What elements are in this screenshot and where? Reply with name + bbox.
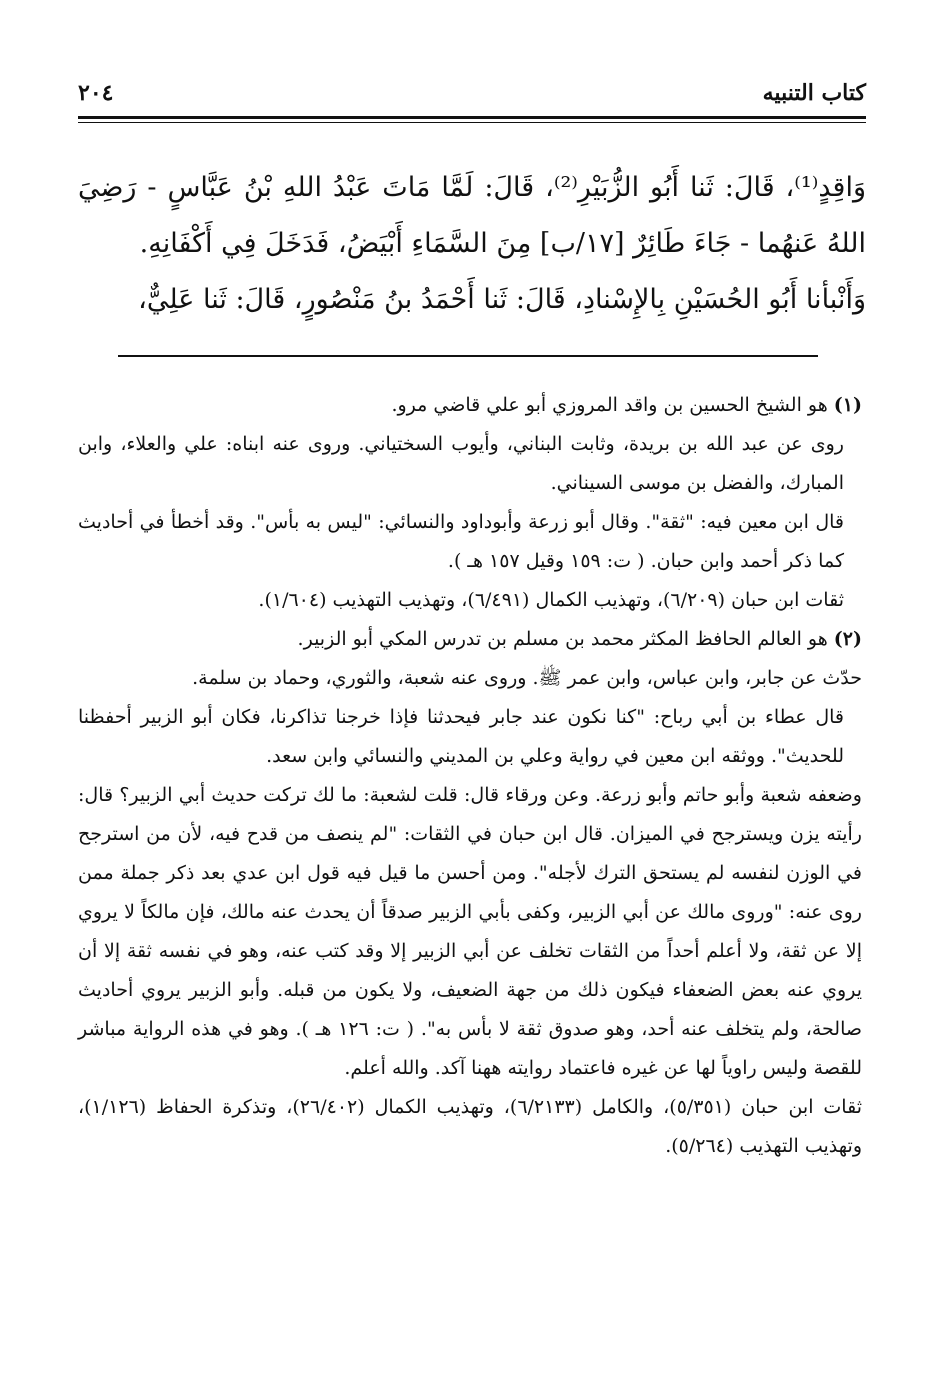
footnote-line: حدّث عن جابر، وابن عباس، وابن عمر ﷺ. وروى عنه شعبة، والثوري، وحماد بن سلمة. [192, 667, 862, 689]
footnote-line: ثقات ابن حبان (٦/٢٠٩)، وتهذيب الكمال (٦/٤٩١)، وتهذيب التهذيب (١/٦٠٤). [258, 589, 844, 611]
footnotes [78, 386, 862, 1166]
footnote-number: (٢) [833, 628, 862, 650]
footnote-line: ثقات ابن حبان (٥/٣٥١)، والكامل (٦/٢١٣٣)، وتهذيب الكمال (٢٦/٤٠٢)، وتذكرة الحفاظ (١/١٢٦)، وتهذيب التهذيب (٥/٢٦٤). [78, 1096, 862, 1157]
main-paragraph: وَاقِدٍ⁽¹⁾، قَالَ: ثَنا أَبُو الزُّبَيْرِ⁽²⁾، قَالَ: لَمَّا مَاتَ عَبْدُ اللهِ بْنُ عَبَّاسٍ - رَضِيَ اللهُ عَنهُما - جَاءَ طَائِرٌ [١٧/ب] مِنَ السَّمَاءِ أَبْيَضُ، فَدَخَلَ فِي أَكْفَانِهِ. [78, 172, 866, 259]
footnote-line: قال ابن معين فيه: "ثقة". وقال أبو زرعة وأبوداود والنسائي: "ليس به بأس". وقد أخطأ في أحاديث كما ذكر أحمد وابن حبان. ( ت: ١٥٩ وقيل ١٥٧ هـ ). [78, 511, 844, 572]
footnote-text: هو الشيخ الحسين بن واقد المروزي أبو علي قاضي مرو. [391, 394, 828, 416]
footnote-line: قال عطاء بن أبي رباح: "كنا نكون عند جابر فيحدثنا فإذا خرجنا تذاكرنا، فكان أبو الزبير أحفظنا للحديث". ووثقه ابن معين في رواية وعلي بن المديني والنسائي وابن سعد. [78, 706, 844, 767]
footnote-line: وضعفه شعبة وأبو حاتم وأبو زرعة. وعن ورقاء قال: قلت لشعبة: ما لك تركت حديث أبي الزبير؟ قال: رأيته يزن ويسترجح في الميزان. قال ابن حبان في الثقات: "لم ينصف من قدح فيه، لأن من استرجح في الوزن لنفسه لم يستحق الترك لأجله". ومن أحسن ما قيل فيه قول ابن عدي بعد ذكر جملة ممن روى عنه: "وروى مالك عن أبي الزبير، وكفى بأبي الزبير صدقاً أن يحدث عنه مالك، فإن مالكاً لا يروي إلا عن ثقة، ولا أعلم أحداً من الثقات تخلف عن أبي الزبير إلا وقد كتب عنه، وهو في نفسه ثقة إلا أن يروي عنه بعض الضعفاء فيكون ذلك من جهة الضعيف، ولا يكون من قبله. وأبو الزبير يروي أحاديث صالحة، ولم يتخلف عنه أحد، وهو صدوق ثقة لا بأس به". ( ت: ١٢٦ هـ ). وهو في هذه الرواية مباشر للقصة وليس راوياً لها عن غيره فاعتماد روايته ههنا آكد. والله أعلم. [78, 784, 862, 1079]
footnote-line: روى عن عبد الله بن بريدة، وثابت البناني، وأيوب السختياني. وروى عنه ابناه: علي والعلاء، وابن المبارك، والفضل بن موسى السيناني. [78, 433, 844, 494]
footnote-2-intro [78, 620, 862, 659]
running-title: كتاب التنبيه [762, 80, 866, 106]
footnote-number: (١) [833, 394, 862, 416]
page-number: ٢٠٤ [78, 80, 114, 106]
main-text [78, 160, 866, 328]
footnote-separator [118, 355, 818, 357]
page-header [78, 78, 866, 126]
header-rule-thin [78, 122, 866, 123]
footnote-text: هو العالم الحافظ المكثر محمد بن مسلم بن تدرس المكي أبو الزبير. [297, 628, 828, 650]
footnote-1-intro [78, 386, 862, 425]
main-paragraph: وَأَنْبأنا أَبُو الحُسَيْنِ بِالإِسْنادِ، قَالَ: ثَنا أَحْمَدُ بنُ مَنْصُورٍ، قَالَ: ثَنا عَلِيٌّ، [138, 284, 866, 315]
header-rule-thick [78, 116, 866, 119]
